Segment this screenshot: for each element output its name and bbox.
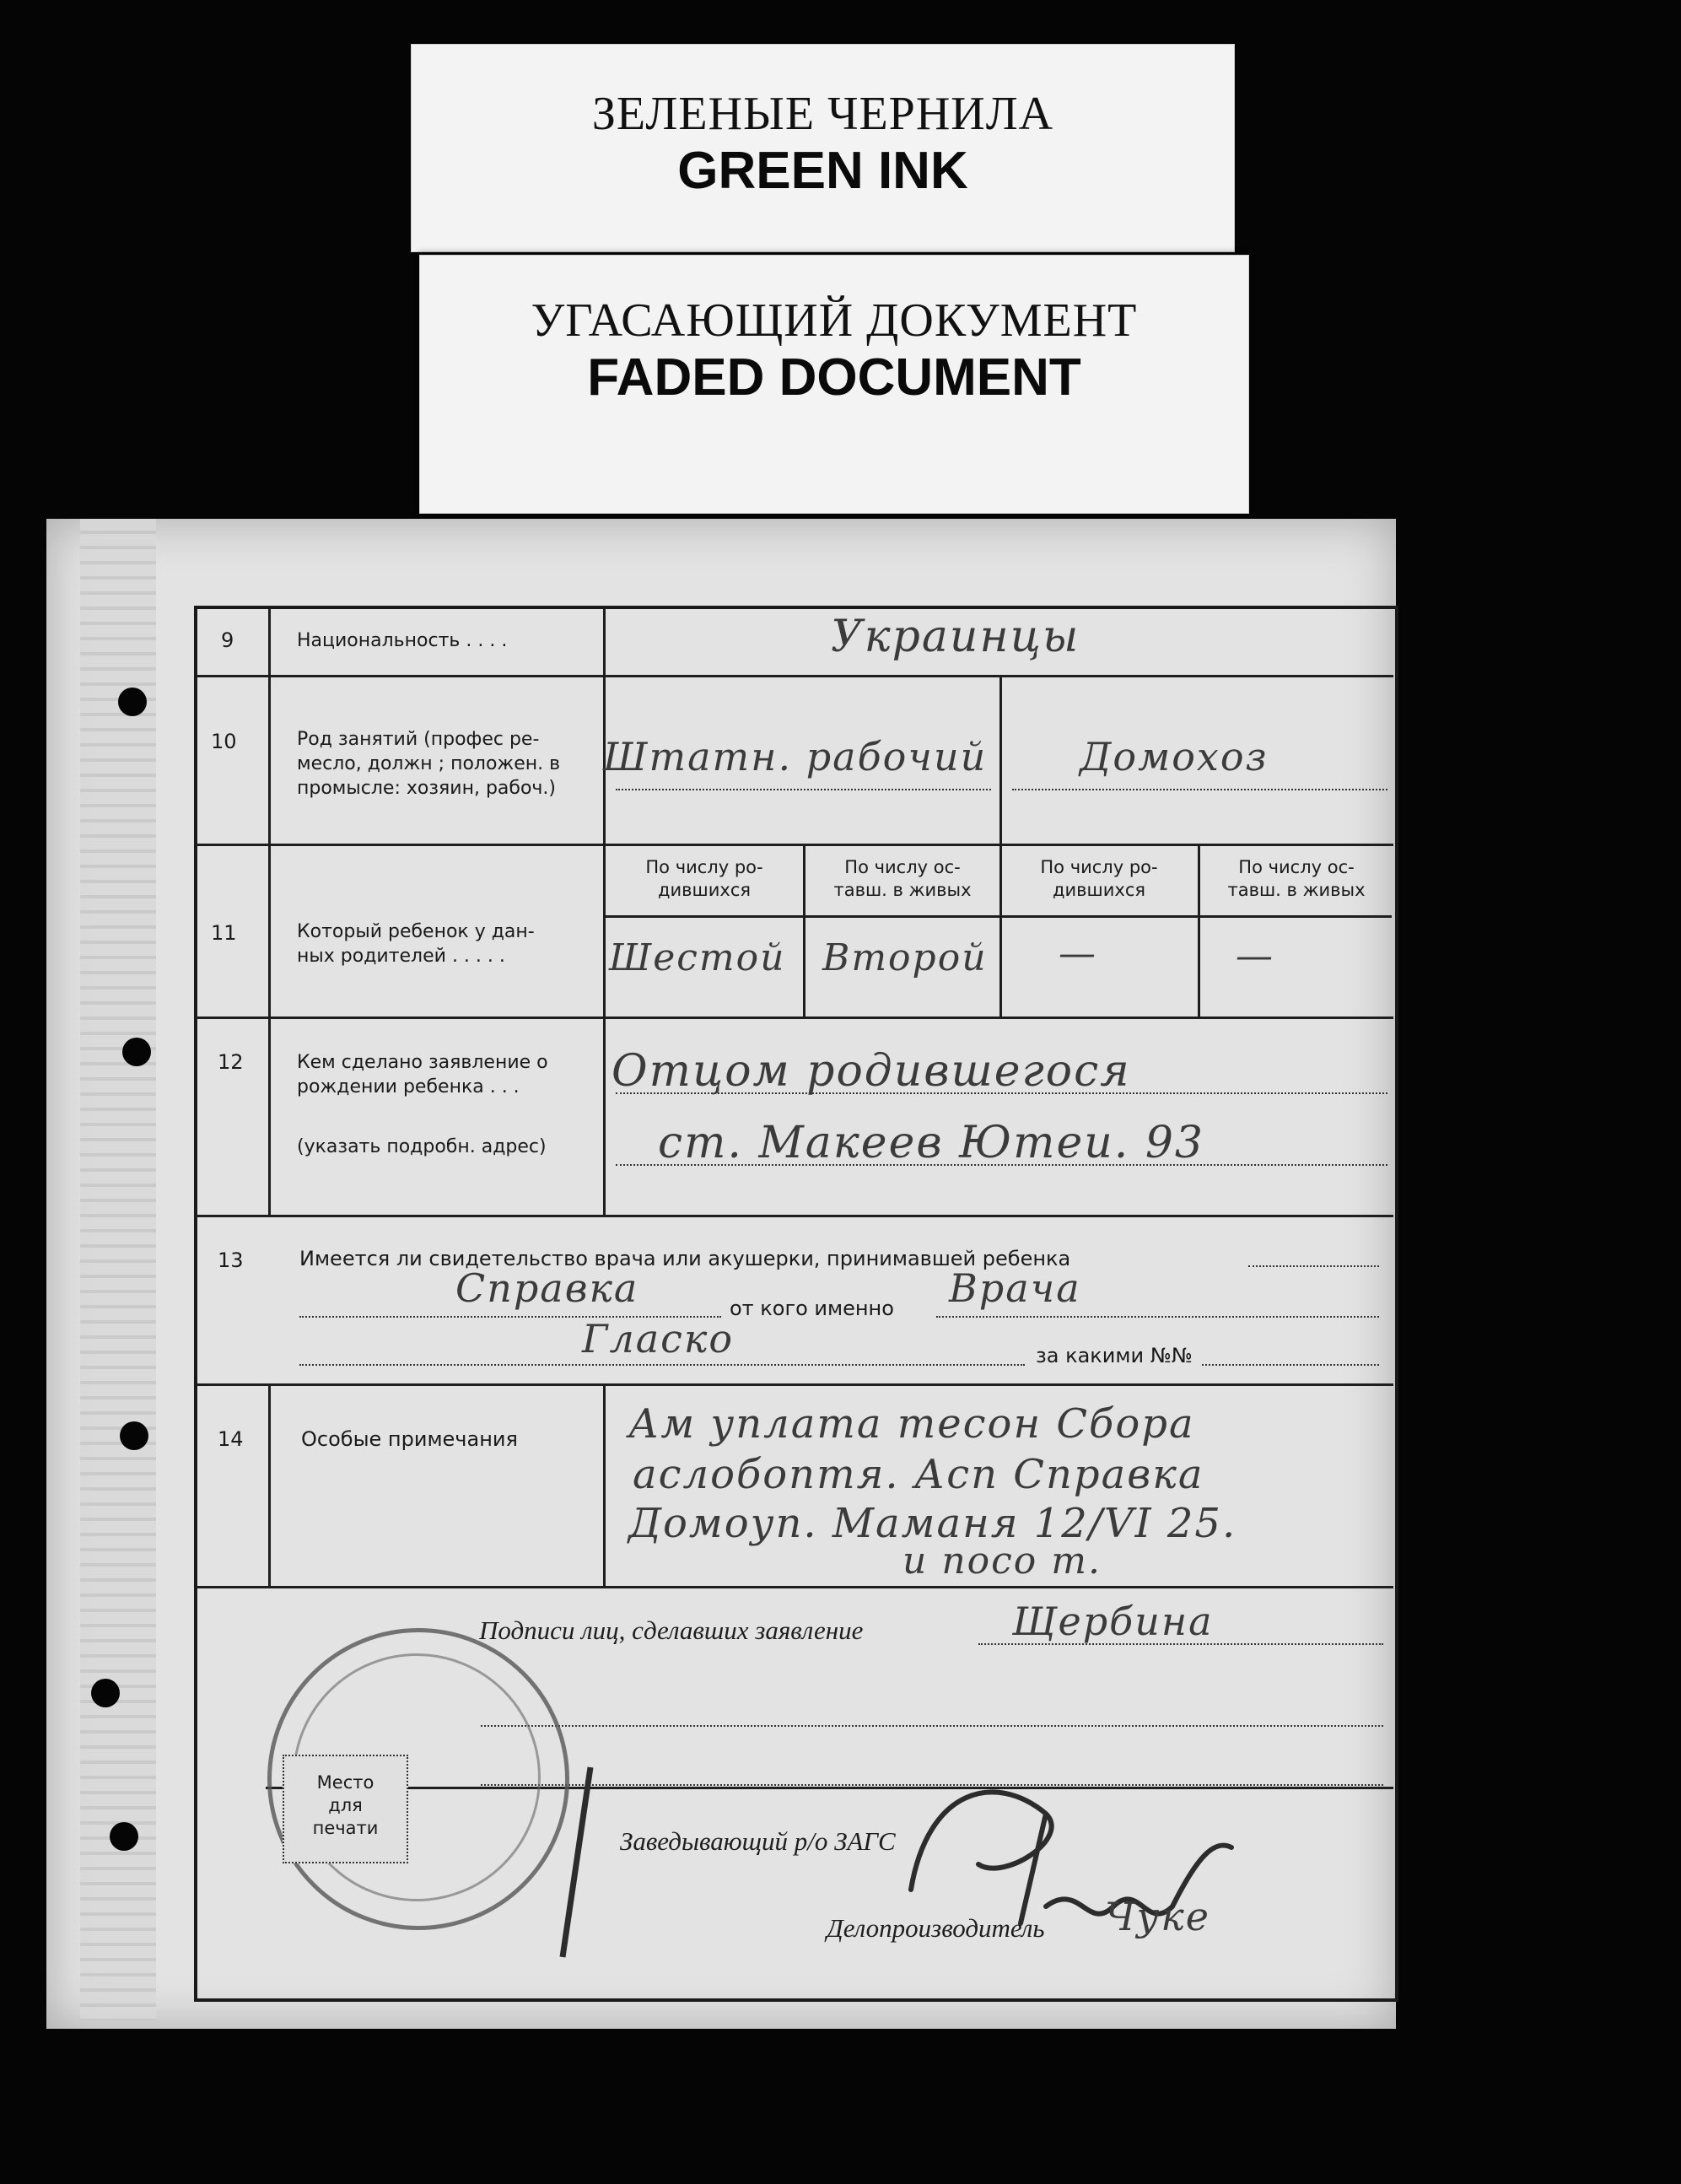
punch-hole	[1586, 1801, 1614, 1830]
row-11-value-1: Шестой	[609, 936, 786, 979]
seal-box-line-1: Место	[316, 1772, 374, 1793]
row-9-value: Украинцы	[831, 612, 1080, 662]
row-11-col3-header	[1002, 856, 1196, 902]
row-divider	[196, 1383, 1393, 1386]
row-14-note-2: аслобоптя. Асп Справка	[633, 1451, 1204, 1498]
applicant-signature-label: Подписи лиц, сделавших заявление	[479, 1615, 864, 1645]
punch-hole	[91, 1679, 120, 1707]
row-12-label-1: Кем сделано заявление о	[297, 1052, 548, 1073]
row-13-line-d	[1202, 1364, 1379, 1366]
row-9-label: Национальность . . . .	[297, 630, 508, 651]
row-11-col2-line1: По числу ос-	[844, 857, 961, 877]
applicant-signature-value: Щербина	[1012, 1599, 1214, 1644]
row-11-col4-header	[1200, 856, 1393, 902]
faded-document-label	[419, 255, 1249, 514]
column-divider	[603, 1383, 606, 1586]
row-11-col3-line2: дившихся	[1052, 880, 1145, 900]
row-10-mother-value: Домохоз	[1080, 734, 1269, 779]
row-14-note-4: и посо т.	[902, 1540, 1102, 1583]
row-11-label-2: ных родителей . . . . .	[297, 946, 505, 967]
seal-placeholder-box	[283, 1755, 408, 1863]
row-14-number: 14	[218, 1427, 244, 1451]
applicant-line-2	[481, 1725, 1383, 1727]
row-13-number: 13	[218, 1248, 244, 1272]
clerk-signature-value: Чуке	[1105, 1894, 1210, 1939]
header-divider	[603, 915, 1392, 918]
faded-en: FADED DOCUMENT	[587, 348, 1081, 407]
column-divider	[999, 675, 1002, 1017]
faded-ru: УГАСАЮЩИЙ ДОКУМЕНТ	[531, 294, 1138, 347]
row-11-label-1: Который ребенок у дан-	[297, 921, 535, 942]
row-divider	[196, 675, 1393, 677]
punch-hole	[118, 688, 147, 716]
row-14-note-3: Домоуп. Маманя 12/VI 25.	[628, 1500, 1237, 1547]
row-10-label-3: промысле: хозяин, рабоч.)	[297, 778, 557, 799]
punch-hole	[1594, 865, 1623, 893]
row-10-label-1: Род занятий (профес ре-	[297, 729, 540, 750]
row-13-line-0	[1248, 1265, 1379, 1267]
row-13-line-b	[936, 1316, 1379, 1318]
green-ink-en: GREEN INK	[677, 142, 968, 200]
row-14-label: Особые примечания	[301, 1427, 518, 1451]
row-12-value-1: Отцом родившегося	[612, 1046, 1131, 1097]
zags-head-label: Заведывающий р/о ЗАГС	[620, 1826, 896, 1856]
row-11-col4-line2: тавш. в живых	[1227, 880, 1366, 900]
row-11-col2-line2: тавш. в живых	[833, 880, 972, 900]
green-ink-label	[411, 44, 1235, 252]
row-13-from-whom: от кого именно	[730, 1297, 894, 1320]
row-11-value-4: —	[1236, 935, 1274, 978]
row-divider	[196, 1215, 1393, 1217]
row-10-number: 10	[211, 730, 237, 753]
row-11-col2-header	[805, 856, 999, 902]
row-9-number: 9	[221, 628, 234, 652]
seal-box-line-3: печати	[312, 1818, 379, 1838]
row-12-number: 12	[218, 1050, 244, 1074]
column-divider	[603, 607, 606, 1215]
row-13-value-c: Гласко	[582, 1316, 735, 1362]
row-11-number: 11	[211, 921, 237, 945]
row-11-col1-line2: дившихся	[657, 880, 751, 900]
punch-hole	[120, 1421, 148, 1450]
row-13-for-which: за какими №№	[1036, 1344, 1193, 1367]
row-11-value-3: —	[1059, 932, 1097, 975]
row-10-father-line	[616, 789, 991, 790]
row-12-value-2: ст. Макеев Ютеи. 93	[658, 1118, 1204, 1168]
punch-hole	[1586, 1666, 1614, 1695]
punch-hole	[110, 1822, 138, 1851]
row-divider	[196, 844, 1393, 846]
row-12-label-2: рождении ребенка . . .	[297, 1076, 520, 1097]
clerk-label: Делопроизводитель	[827, 1913, 1045, 1943]
row-divider	[196, 1017, 1393, 1019]
row-14-note-1: Ам уплата тесон Сбора	[628, 1400, 1195, 1448]
row-11-col1-line1: По числу ро-	[645, 857, 763, 877]
row-13-value-b: Врача	[949, 1265, 1081, 1311]
row-13-line-c	[299, 1364, 1025, 1366]
margin-stroke	[552, 1763, 603, 1966]
row-11-col3-line1: По числу ро-	[1040, 857, 1158, 877]
punch-hole	[122, 1038, 151, 1066]
seal-box-line-2: для	[328, 1795, 363, 1815]
green-ink-ru: ЗЕЛЕНЫЕ ЧЕРНИЛА	[591, 88, 1054, 140]
row-10-label-2: месло, должн ; положен. в	[297, 753, 561, 774]
row-13-value-a: Справка	[455, 1265, 639, 1311]
punch-hole	[1573, 1033, 1602, 1062]
row-13-question: Имеется ли свидетельство врача или акушерки, принимавшей ребенка	[299, 1247, 1071, 1270]
punch-hole	[1565, 1417, 1593, 1446]
column-divider	[268, 607, 271, 1215]
torn-edge	[80, 519, 156, 2020]
row-11-value-2: Второй	[822, 936, 988, 979]
row-12-label-note: (указать подробн. адрес)	[297, 1136, 547, 1157]
row-10-mother-line	[1012, 789, 1387, 790]
row-10-father-value: Штатн. рабочий	[603, 734, 988, 779]
row-divider	[196, 1586, 1393, 1588]
row-11-col4-line1: По числу ос-	[1238, 857, 1355, 877]
punch-hole	[1569, 679, 1597, 708]
row-11-col1-header	[607, 856, 801, 902]
column-divider	[268, 1383, 271, 1586]
